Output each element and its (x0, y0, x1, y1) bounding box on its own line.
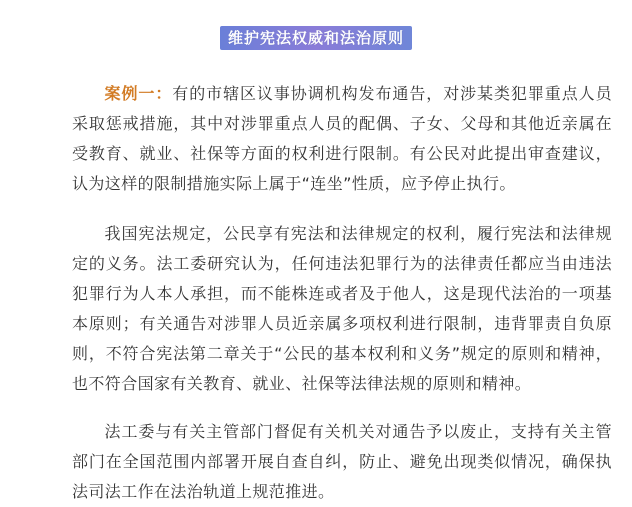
paragraph-analysis (72, 219, 612, 399)
case-label: 案例一： (104, 84, 173, 103)
title-bar (0, 26, 632, 50)
article-title: 维护宪法权威和法治原则 (220, 26, 412, 50)
paragraph-outcome (72, 417, 612, 507)
case-one-text: 有的市辖区议事协调机构发布通告，对涉某类犯罪重点人员采取惩戒措施，其中对涉罪重点人员的配偶、子女、父母和其他近亲属在受教育、就业、社保等方面的权利进行限制。有公民对此提出审查建议，认为这样的限制措施实际上属于“连坐”性质，应予停止执行。 (72, 84, 612, 193)
paragraph-case-one (72, 79, 612, 199)
analysis-text: 我国宪法规定，公民享有宪法和法律规定的权利，履行宪法和法律规定的义务。法工委研究认为，任何违法犯罪行为的法律责任都应当由违法犯罪行为人本人承担，而不能株连或者及于他人，这是现代法治的一项基本原则；有关通告对涉罪人员近亲属多项权利进行限制，违背罪责自负原则，不符合宪法第二章关于“公民的基本权利和义务”规定的原则和精神，也不符合国家有关教育、就业、社保等法律法规的原则和精神。 (72, 224, 612, 393)
outcome-text: 法工委与有关主管部门督促有关机关对通告予以废止，支持有关主管部门在全国范围内部署开展自查自纠，防止、避免出现类似情况，确保执法司法工作在法治轨道上规范推进。 (72, 422, 612, 501)
